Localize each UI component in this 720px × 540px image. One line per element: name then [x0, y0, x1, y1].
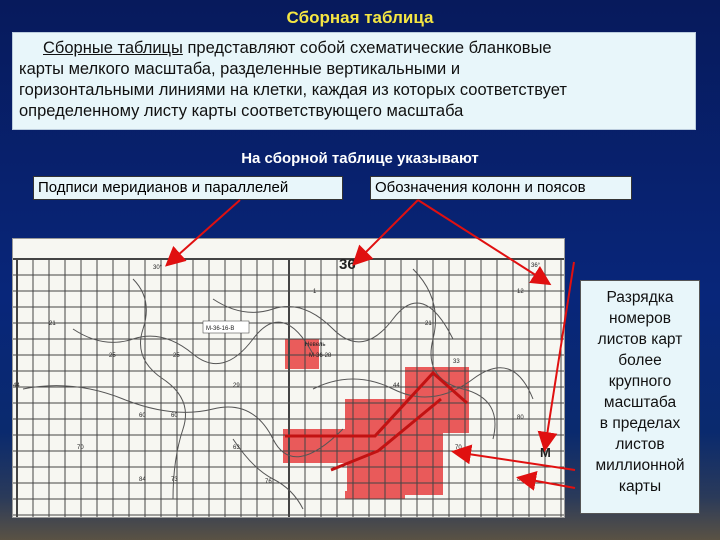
- side-note-line: Разрядка: [606, 289, 674, 306]
- arrow-to-highlight-1: [455, 452, 575, 470]
- sheet-label-1: М-36-16-В: [206, 326, 235, 332]
- sheet-label-2: М-36-28: [309, 353, 332, 359]
- column-label: 36: [339, 256, 356, 273]
- map-number: 84: [517, 477, 524, 483]
- tag-meridians-parallels: Подписи меридианов и параллелей: [33, 176, 343, 200]
- map-number: 70: [455, 445, 462, 451]
- map-number: 33: [453, 359, 460, 365]
- description-line-1-rest: представляют собой схематические бланковые: [182, 39, 552, 57]
- description-line-2: карты мелкого масштаба, разделенные вертикальными и: [19, 60, 461, 78]
- map-number: 44: [393, 383, 400, 389]
- side-note-line: масштаба: [603, 394, 677, 411]
- arrow-to-meridian-label: [168, 200, 240, 264]
- map-number: 60: [139, 413, 146, 419]
- row-label: М: [540, 445, 551, 460]
- side-note-line: крупного: [608, 373, 672, 390]
- side-note-line: миллионной: [595, 457, 685, 474]
- arrow-to-highlight-2: [520, 478, 575, 488]
- map-number: 21: [425, 321, 432, 327]
- side-note-line: листов карт: [597, 331, 683, 348]
- arrow-to-column-label: [355, 200, 418, 263]
- corner-label-right: 36°: [531, 263, 541, 269]
- map-number: 70: [77, 445, 84, 451]
- map-number: 25: [109, 353, 116, 359]
- arrow-to-row-label: [545, 262, 574, 448]
- map-number: 1: [313, 289, 317, 295]
- map-number: 63: [233, 445, 240, 451]
- description-line-3: горизонтальными линиями на клетки, каждая из которых соответствует: [19, 81, 567, 99]
- tag-columns-zones: Обозначения колонн и поясов: [370, 176, 632, 200]
- side-note-line: более: [618, 352, 662, 369]
- side-note-line: номеров: [609, 310, 671, 327]
- arrow-to-corner-label: [418, 200, 548, 283]
- side-note-line: карты: [618, 478, 662, 495]
- side-note-line: в пределах: [599, 415, 681, 432]
- description-line-4: определенному листу карты соответствующего масштаба: [19, 102, 464, 120]
- subheading: На сборной таблице указывают: [241, 150, 479, 167]
- description-term: Сборные таблицы: [43, 39, 183, 57]
- map-number: 12: [517, 289, 524, 295]
- map-number: 44: [13, 383, 20, 389]
- map-number: 80: [517, 415, 524, 421]
- map-number: 76: [265, 479, 272, 485]
- town-label: Невель: [305, 342, 326, 348]
- map-number: 60: [171, 413, 178, 419]
- corner-label-left: 30°: [153, 265, 163, 271]
- map-number: 21: [49, 321, 56, 327]
- map-number: 29: [233, 383, 240, 389]
- map-number: 25: [173, 353, 180, 359]
- map-number: 73: [171, 477, 178, 483]
- arrow-group: [168, 200, 575, 488]
- side-note-line: листов: [615, 436, 665, 453]
- map-number: 84: [139, 477, 146, 483]
- slide-title: Сборная таблица: [286, 8, 434, 27]
